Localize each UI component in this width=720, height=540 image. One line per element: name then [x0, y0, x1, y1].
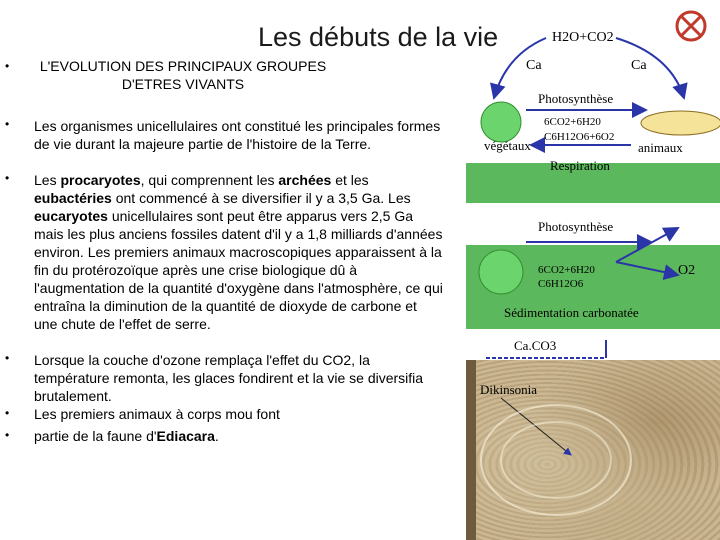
bullet-text	[34, 171, 444, 333]
h2o-co2-label: H2O+CO2	[552, 30, 614, 45]
dikinsonia-outline	[501, 422, 611, 498]
arrow-to-o2	[616, 228, 678, 262]
text-run: unicellulaires sont peut être apparus vers 2,5 Ga mais les plus anciens fossiles datent d'il y a 1,8 milliards d'années environ. Les premiers animaux macroscopiques apparaissent à la fin du protérozoïque après une crise biologique dû à l'augmentation de la quantité d'oxygène dans l'atmosphère, ce qui entraîna la diminution de la quantité de dioxyde de carbone et une chute de l'effet de serre.	[34, 208, 443, 332]
bullet-text	[34, 405, 444, 423]
bullet-marker: •	[5, 117, 10, 131]
bullet-marker: •	[5, 59, 10, 73]
section-subtitle: L'EVOLUTION DES PRINCIPAUX GROUPES D'ETRES VIVANTS	[39, 58, 327, 92]
vegetal-circle	[479, 250, 523, 294]
vegetal-circle	[481, 102, 521, 142]
respiration-label: Respiration	[550, 158, 610, 173]
bold-term: eucaryotes	[34, 208, 108, 224]
bullet-marker: •	[5, 351, 10, 365]
vegetaux-label: végétaux	[484, 138, 531, 153]
dikinsonia-label: Dikinsonia	[480, 382, 538, 397]
bullet-marker: •	[5, 428, 10, 442]
photosynthese-label-2: Photosynthèse	[538, 219, 614, 234]
text-run: ont commencé à se diversifier il y a 3,5 Ga. Les	[111, 190, 411, 206]
bold-term: Ediacara	[156, 428, 215, 444]
close-circle-icon[interactable]	[677, 12, 705, 40]
animaux-label: animaux	[638, 140, 683, 155]
bullet-text	[34, 351, 444, 405]
slide-title: Les débuts de la vie	[258, 22, 499, 52]
equation-top-2: 6CO2+6H20	[538, 264, 595, 276]
bullet-text	[34, 117, 444, 153]
ca-left-label: Ca	[526, 58, 542, 73]
bold-term: eubactéries	[34, 190, 112, 206]
text-run: Lorsque la couche d'ozone remplaça l'effet du CO2, la température remonta, les glaces fondirent et la vie se diversifia brutalement.	[34, 352, 424, 404]
text-run: Les	[34, 172, 61, 188]
sedimentation-label: Sédimentation carbonatée	[504, 305, 639, 320]
equation-bottom-2: C6H12O6	[538, 278, 584, 290]
ca-right-label: Ca	[631, 58, 647, 73]
text-run: .	[214, 428, 219, 444]
equation-bottom: C6H12O6+6O2	[544, 131, 615, 143]
bullet-marker: •	[5, 171, 10, 185]
caco3-label: Ca.CO3	[514, 338, 557, 353]
text-run: partie de la faune d'	[34, 428, 157, 444]
bold-term: procaryotes	[60, 172, 141, 188]
arrow-from-animaux	[616, 38, 684, 98]
carbon-cycle-diagram	[466, 0, 720, 540]
arrow-to-o2	[616, 262, 678, 275]
equation-top: 6CO2+6H20	[544, 116, 601, 128]
o2-label: O2	[678, 263, 696, 278]
photosynthese-label: Photosynthèse	[538, 91, 614, 106]
text-run: et les	[331, 172, 369, 188]
bold-term: archées	[278, 172, 332, 188]
bullet-marker: •	[5, 406, 10, 420]
text-run: Les premiers animaux à corps mou font	[34, 406, 280, 422]
bullet-text	[34, 427, 444, 445]
animal-ellipse	[641, 111, 720, 135]
text-run: Les organismes unicellulaires ont constitué les principales formes de vie durant la majeure partie de l'histoire de la Terre.	[34, 118, 441, 152]
text-run: , qui comprennent les	[140, 172, 279, 188]
